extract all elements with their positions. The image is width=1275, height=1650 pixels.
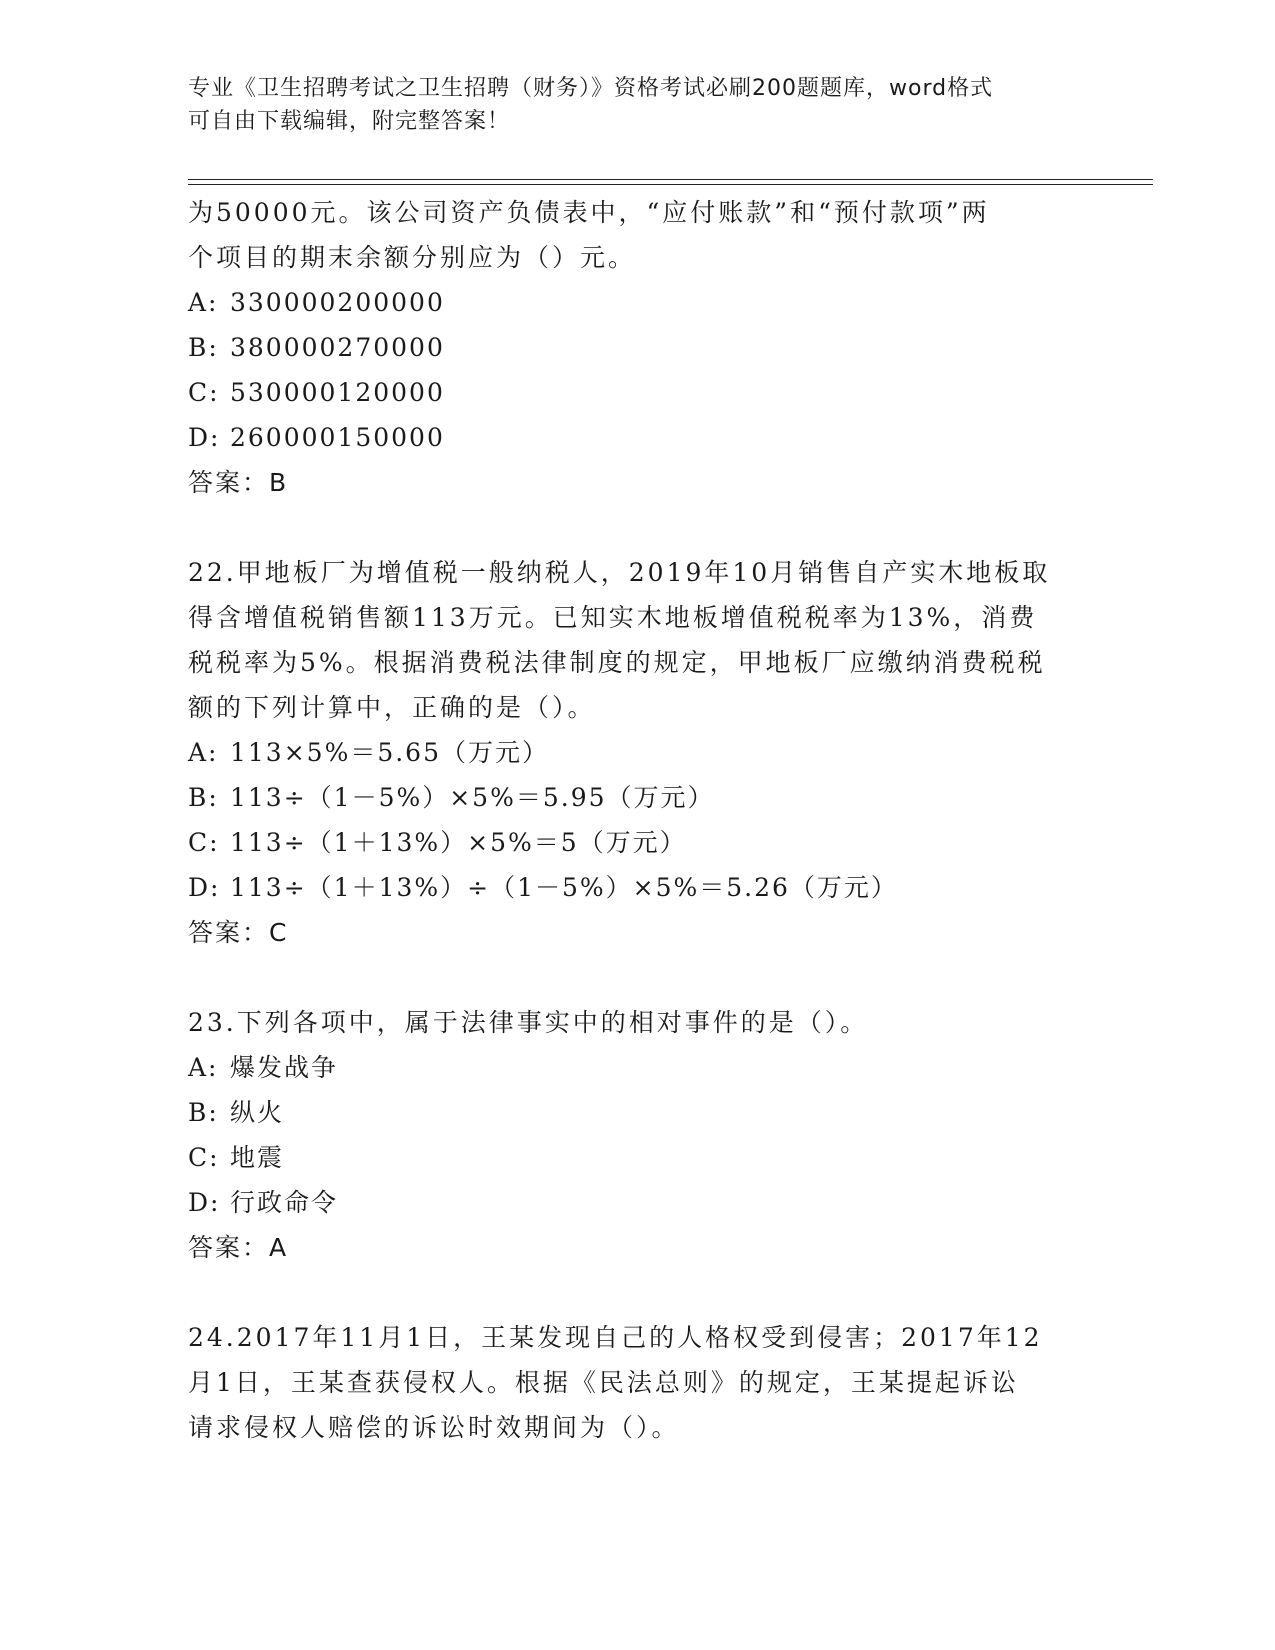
option-letter: A: [188, 1053, 219, 1082]
option-letter: A: [188, 738, 219, 767]
option-text: 113÷（1＋13%）÷（1－5%）×5%＝5.26（万元） [230, 873, 898, 902]
option-letter: B: [188, 783, 219, 812]
page-content [188, 190, 1088, 1450]
option-c [188, 1135, 1088, 1180]
option-text: 330000200000 [230, 288, 445, 317]
question-stem [188, 550, 1088, 730]
option-text: 纵火 [230, 1098, 285, 1127]
option-text: 380000270000 [230, 333, 445, 362]
spacer [188, 955, 1088, 1000]
option-text: 113×5%＝5.65（万元） [230, 738, 549, 767]
option-letter: C: [188, 1143, 220, 1172]
answer-line: 答案：B [188, 468, 289, 497]
option-c [188, 820, 1088, 865]
option-text: 113÷（1＋13%）×5%＝5（万元） [230, 828, 687, 857]
option-text: 地震 [230, 1143, 285, 1172]
option-letter: C: [188, 378, 220, 407]
option-a [188, 730, 1088, 775]
option-letter: D: [188, 873, 221, 902]
stem-line: 请求侵权人赔偿的诉讼时效期间为（）。 [188, 1413, 680, 1442]
option-text: 530000120000 [230, 378, 445, 407]
stem-line: 个项目的期末余额分别应为（）元。 [188, 243, 637, 272]
question-21-continued [188, 190, 1088, 505]
option-text: 爆发战争 [230, 1053, 339, 1082]
option-c [188, 370, 1088, 415]
stem-line: 23.下列各项中，属于法律事实中的相对事件的是（）。 [188, 1008, 869, 1037]
header-rule-bottom [188, 184, 1153, 185]
option-text: 260000150000 [230, 423, 445, 452]
option-b [188, 1090, 1088, 1135]
option-letter: B: [188, 333, 219, 362]
stem-line: 24.2017年11月1日，王某发现自己的人格权受到侵害；2017年12 [188, 1323, 1043, 1352]
stem-line: 税税率为5%。根据消费税法律制度的规定，甲地板厂应缴纳消费税税 [188, 648, 1046, 677]
answer-line: 答案：A [188, 1233, 289, 1262]
option-letter: C: [188, 828, 220, 857]
option-letter: D: [188, 423, 221, 452]
question-22 [188, 550, 1088, 955]
stem-line: 月1日，王某查获侵权人。根据《民法总则》的规定，王某提起诉讼 [188, 1368, 1019, 1397]
question-23 [188, 1000, 1088, 1270]
header-line-2: 可自由下载编辑，附完整答案！ [188, 109, 511, 134]
header-rule-top [188, 179, 1153, 180]
option-letter: D: [188, 1188, 221, 1217]
option-d [188, 1180, 1088, 1225]
stem-line: 额的下列计算中，正确的是（）。 [188, 693, 596, 722]
option-a [188, 280, 1088, 325]
stem-line: 22.甲地板厂为增值税一般纳税人，2019年10月销售自产实木地板取 [188, 558, 1051, 587]
option-text: 行政命令 [230, 1188, 339, 1217]
question-stem [188, 190, 1088, 280]
option-letter: B: [188, 1098, 219, 1127]
spacer [188, 505, 1088, 550]
page-header [188, 72, 1088, 138]
option-d [188, 415, 1088, 460]
option-text: 113÷（1－5%）×5%＝5.95（万元） [230, 783, 715, 812]
option-a [188, 1045, 1088, 1090]
header-line-1: 专业《卫生招聘考试之卫生招聘（财务）》资格考试必刷200题题库，word格式 [188, 76, 994, 101]
stem-line: 得含增值税销售额113万元。已知实木地板增值税税率为13%，消费 [188, 603, 1038, 632]
option-d [188, 865, 1088, 910]
question-24 [188, 1315, 1088, 1450]
question-stem [188, 1000, 1088, 1045]
option-b [188, 325, 1088, 370]
question-stem [188, 1315, 1088, 1450]
stem-line: 为50000元。该公司资产负债表中，“应付账款”和“预付款项”两 [188, 198, 990, 227]
spacer [188, 1270, 1088, 1315]
option-letter: A: [188, 288, 219, 317]
option-b [188, 775, 1088, 820]
answer-line: 答案：C [188, 918, 289, 947]
